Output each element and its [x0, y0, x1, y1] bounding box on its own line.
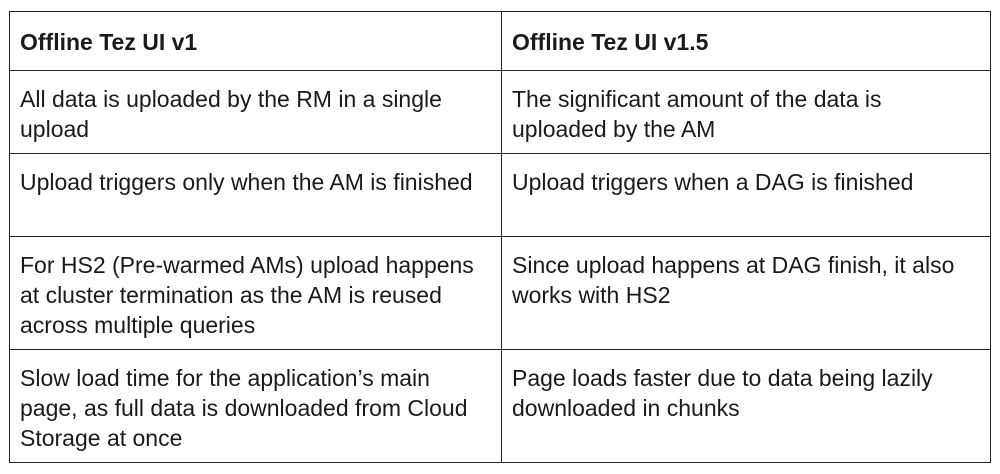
- table-row: [10, 71, 991, 154]
- cell-v1: All data is uploaded by the RM in a single upload: [10, 71, 502, 154]
- cell-v1: For HS2 (Pre-warmed AMs) upload happens at cluster termination as the AM is reused across multiple queries: [10, 237, 502, 350]
- header-v1: Offline Tez UI v1: [10, 12, 502, 71]
- comparison-table: [9, 11, 991, 463]
- cell-v1: Slow load time for the application’s main page, as full data is downloaded from Cloud Storage at once: [10, 350, 502, 463]
- table-row: [10, 237, 991, 350]
- cell-v1-5: Page loads faster due to data being lazily downloaded in chunks: [502, 350, 991, 463]
- header-v1-5: Offline Tez UI v1.5: [502, 12, 991, 71]
- table-row: [10, 154, 991, 237]
- cell-v1-5: Upload triggers when a DAG is finished: [502, 154, 991, 237]
- table-header-row: [10, 12, 991, 71]
- cell-v1-5: Since upload happens at DAG finish, it also works with HS2: [502, 237, 991, 350]
- comparison-table-container: [9, 11, 990, 463]
- cell-v1-5: The significant amount of the data is uploaded by the AM: [502, 71, 991, 154]
- table-row: [10, 350, 991, 463]
- cell-v1: Upload triggers only when the AM is finished: [10, 154, 502, 237]
